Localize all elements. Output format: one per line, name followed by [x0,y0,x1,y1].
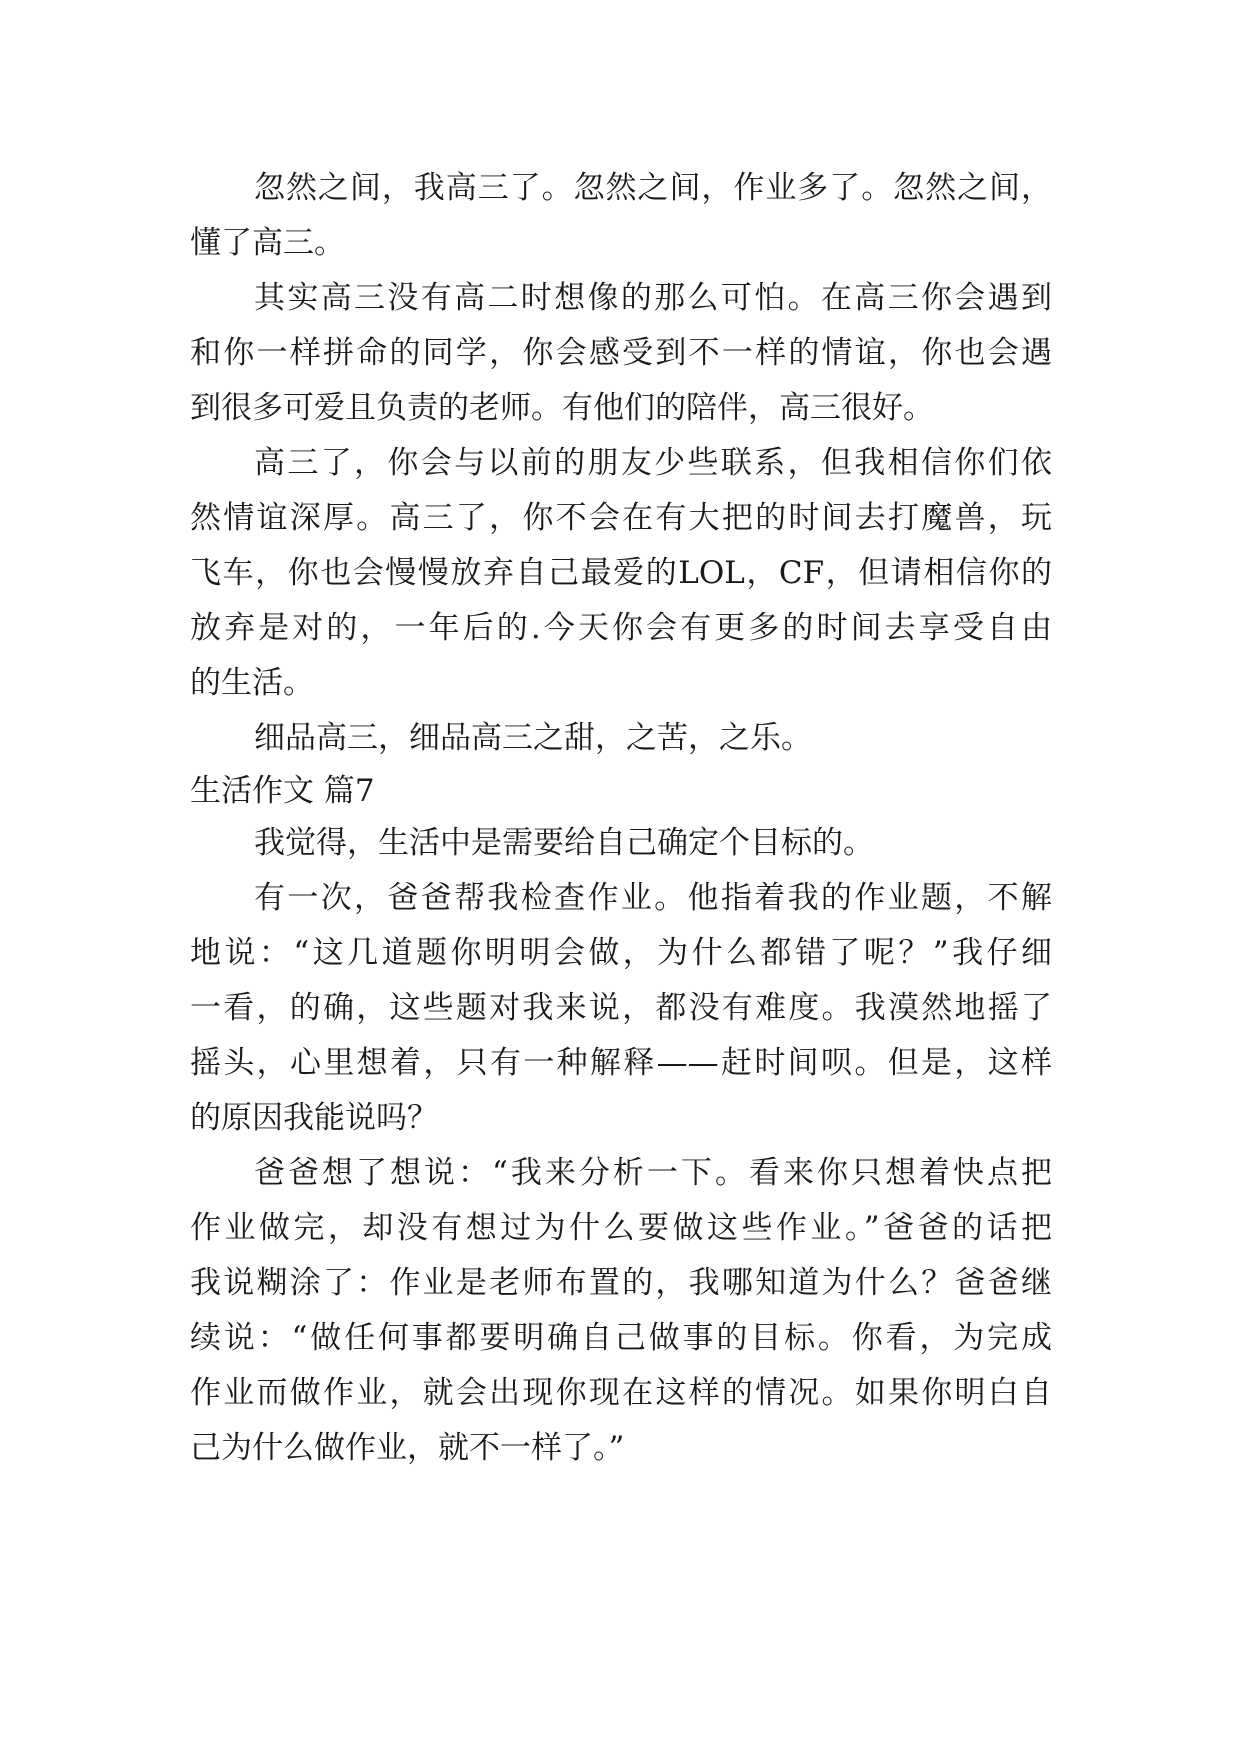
paragraph-line: 爸爸想了想说：“我来分析一下。看来你只想着快点把 [254,1155,1052,1191]
paragraph-line: 的生活。 [190,665,314,701]
paragraph-line: 放弃是对的，一年后的.今天你会有更多的时间去享受自由 [190,610,1052,646]
paragraph-line: 己为什么做作业，就不一样了。” [190,1430,625,1466]
paragraph-line: 我觉得，生活中是需要给自己确定个目标的。 [254,825,874,861]
paragraph-line: 作业做完，却没有想过为什么要做这些作业。”爸爸的话把 [190,1210,1052,1246]
paragraph-line: 懂了高三。 [190,225,345,261]
paragraph-line: 作业而做作业，就会出现你现在这样的情况。如果你明白自 [190,1375,1052,1411]
section-heading: 生活作文 篇7 [190,773,375,809]
document-body [190,161,1052,1476]
paragraph-line: 飞车，你也会慢慢放弃自己最爱的LOL，CF，但请相信你的 [190,555,1052,591]
paragraph-line: 其实高三没有高二时想像的那么可怕。在高三你会遇到 [254,280,1052,316]
paragraph-line: 然情谊深厚。高三了，你不会在有大把的时间去打魔兽，玩 [190,500,1052,536]
paragraph-line: 到很多可爱且负责的老师。有他们的陪伴，高三很好。 [190,390,934,426]
paragraph-line: 高三了，你会与以前的朋友少些联系，但我相信你们依 [254,445,1052,481]
paragraph-line: 我说糊涂了：作业是老师布置的，我哪知道为什么？爸爸继 [190,1265,1052,1301]
paragraph-line: 有一次，爸爸帮我检查作业。他指着我的作业题，不解 [254,880,1052,916]
paragraph-line: 摇头，心里想着，只有一种解释——赶时间呗。但是，这样 [190,1045,1052,1081]
paragraph-line: 地说：“这几道题你明明会做，为什么都错了呢？”我仔细 [190,935,1052,971]
paragraph-line: 细品高三，细品高三之甜，之苦，之乐。 [254,720,812,756]
paragraph-line: 和你一样拼命的同学，你会感受到不一样的情谊，你也会遇 [190,335,1052,371]
paragraph-line: 的原因我能说吗？ [190,1100,438,1136]
paragraph-line: 续说：“做任何事都要明确自己做事的目标。你看，为完成 [190,1320,1052,1356]
paragraph-line: 忽然之间，我高三了。忽然之间，作业多了。忽然之间， [254,170,1052,206]
paragraph-line: 一看，的确，这些题对我来说，都没有难度。我漠然地摇了 [190,990,1052,1026]
